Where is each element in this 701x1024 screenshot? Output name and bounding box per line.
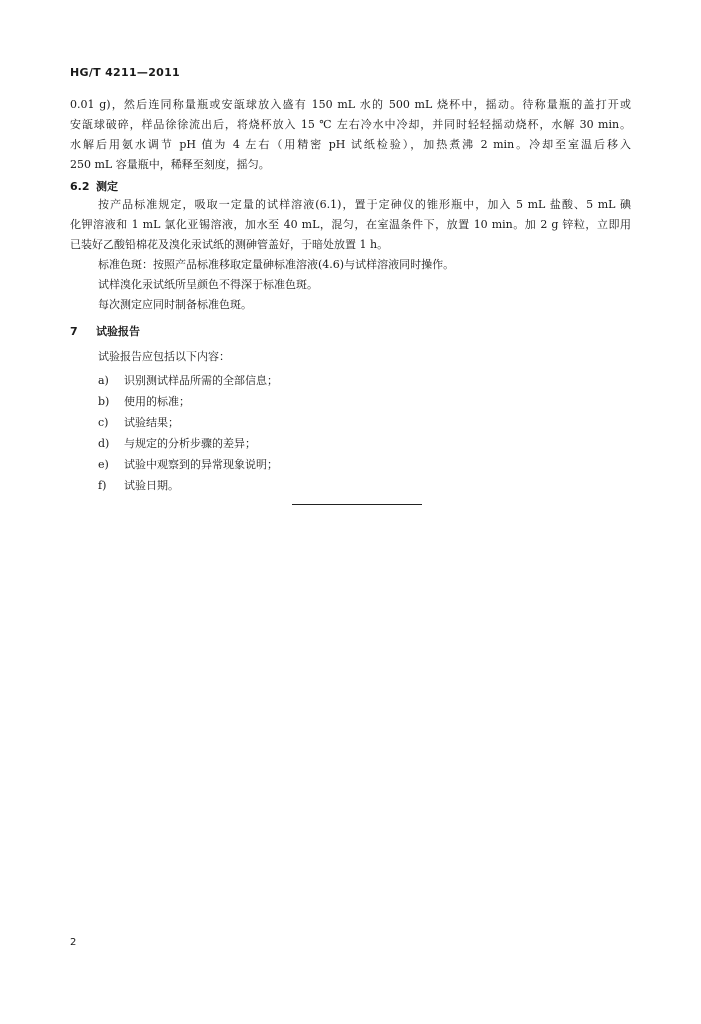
list-item — [98, 393, 190, 409]
list-label: a) — [98, 374, 109, 387]
end-divider — [292, 504, 422, 505]
section-6-2-heading — [70, 178, 118, 194]
section-title: 试验报告 — [96, 325, 140, 338]
list-text: 使用的标准； — [124, 395, 190, 408]
list-item — [98, 372, 278, 388]
paragraph-line: 标准色斑：按照产品标准移取定量砷标准溶液(4.6)与试样溶液同时操作。 — [98, 258, 455, 271]
paragraph-line: 安瓿球破碎，样品徐徐流出后，将烧杯放入 15 ℃ 左右冷水中冷却，并同时轻轻摇动烧杯，水解 30 min。 — [70, 118, 631, 131]
paragraph-line: 已装好乙酸铅棉花及溴化汞试纸的测砷管盖好，于暗处放置 1 h。 — [70, 238, 389, 251]
list-item — [98, 414, 179, 430]
page-number: 2 — [70, 937, 77, 948]
section-number: 6.2 — [70, 180, 90, 193]
section-7-heading — [70, 323, 140, 339]
list-item — [98, 477, 179, 493]
list-item — [98, 456, 278, 472]
paragraph-line: 每次测定应同时制备标准色斑。 — [98, 298, 252, 311]
list-label: d) — [98, 437, 110, 450]
list-text: 识别测试样品所需的全部信息； — [124, 374, 278, 387]
list-label: e) — [98, 458, 109, 471]
paragraph-line: 250 mL 容量瓶中，稀释至刻度，摇匀。 — [70, 158, 270, 171]
list-text: 试验结果； — [124, 416, 179, 429]
list-text: 试验中观察到的异常现象说明； — [124, 458, 278, 471]
list-item — [98, 435, 256, 451]
paragraph-line: 0.01 g)，然后连同称量瓶或安瓿球放入盛有 150 mL 水的 500 mL 烧杯中，摇动。待称量瓶的盖打开或 — [70, 98, 631, 111]
standard-code-header: HG/T 4211—2011 — [70, 66, 181, 79]
list-text: 试验日期。 — [124, 479, 179, 492]
paragraph-line: 按产品标准规定，吸取一定量的试样溶液(6.1)，置于定砷仪的锥形瓶中，加入 5 mL 盐酸、5 mL 碘 — [98, 198, 631, 211]
section-intro: 试验报告应包括以下内容： — [98, 350, 230, 363]
paragraph-line: 化钾溶液和 1 mL 氯化亚锡溶液，加水至 40 mL，混匀，在室温条件下，放置 10 min。加 2 g 锌粒，立即用 — [70, 218, 631, 231]
list-label: b) — [98, 395, 110, 408]
list-label: f) — [98, 479, 107, 492]
paragraph-line: 试样溴化汞试纸所呈颜色不得深于标准色斑。 — [98, 278, 318, 291]
section-number: 7 — [70, 325, 78, 338]
paragraph-line: 水解后用氨水调节 pH 值为 4 左右（用精密 pH 试纸检验），加热煮沸 2 min。冷却至室温后移入 — [70, 138, 631, 151]
list-text: 与规定的分析步骤的差异； — [124, 437, 256, 450]
section-title: 测定 — [96, 180, 118, 193]
list-label: c) — [98, 416, 109, 429]
